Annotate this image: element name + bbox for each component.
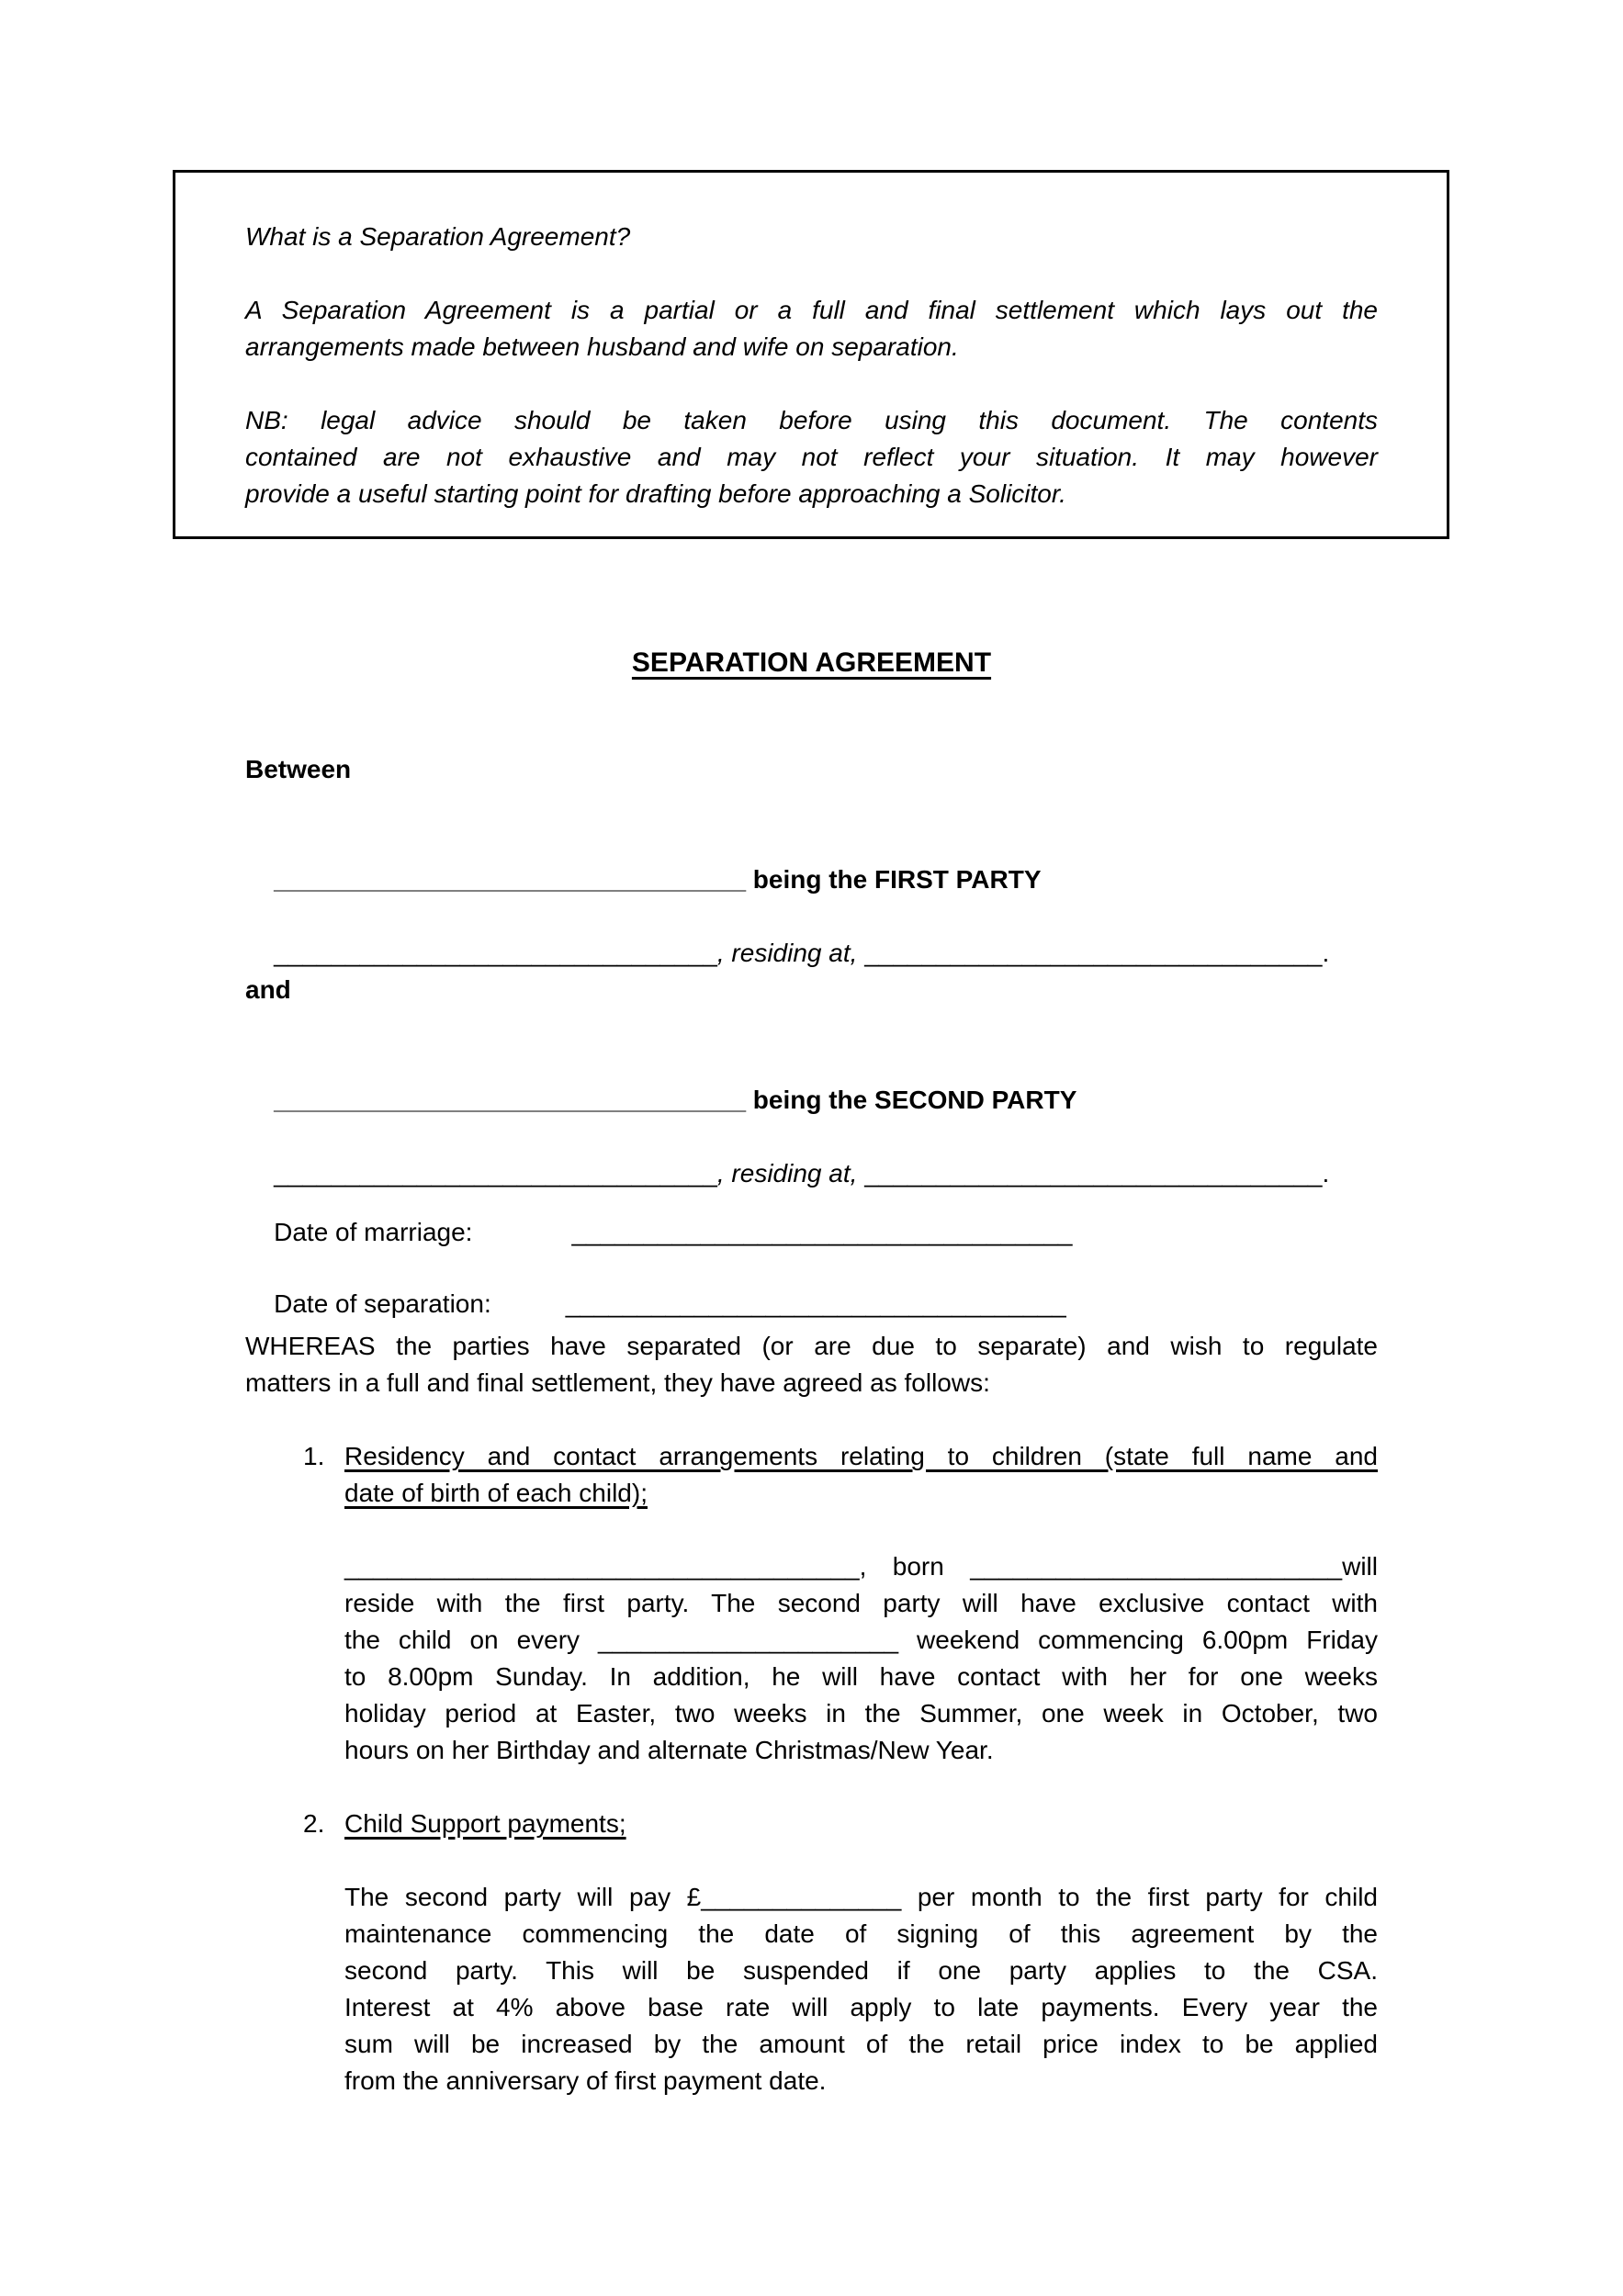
first-party-fullname-blank: _______________________________ <box>274 939 717 967</box>
pay-line-lead: The second party will pay £ <box>344 1883 702 1911</box>
clause-1-body-line: hours on her Birthday and alternate Christmas/New Year. <box>344 1736 994 1764</box>
notice-question: What is a Separation Agreement? <box>245 222 631 251</box>
payment-amount-blank: ______________ <box>701 1883 902 1911</box>
clause-2-body-line: sum will be increased by the amount of the retail price index to be applied <box>344 2030 1378 2058</box>
between-label: Between <box>245 755 352 783</box>
weekend-line-lead: the child on every <box>344 1626 599 1654</box>
notice-paragraph-2-line: NB: legal advice should be taken before using this document. The contents <box>245 406 1378 434</box>
whereas-line: matters in a full and final settlement, they have agreed as follows: <box>245 1368 990 1397</box>
first-party-address-blank: ________________________________ <box>864 939 1323 967</box>
clause-1-weekend-line <box>344 1622 1378 1659</box>
born-label: , born <box>859 1552 971 1581</box>
date-of-marriage-label: Date of marriage: <box>274 1218 473 1246</box>
clause-1-born-line <box>344 1548 1378 1585</box>
clause-2-body-line: maintenance commencing the date of signing of this agreement by the <box>344 1919 1378 1948</box>
date-of-separation-blank: ___________________________________ <box>565 1289 1066 1318</box>
clause-2-body-line: from the anniversary of first payment date. <box>344 2066 827 2095</box>
notice-paragraph-1-line: A Separation Agreement is a partial or a full and final settlement which lays out the <box>245 296 1378 324</box>
first-party-label: being the FIRST PARTY <box>746 865 1042 894</box>
and-label: and <box>245 975 291 1004</box>
clause-1-body <box>344 1548 1378 1769</box>
clause-2-heading <box>303 1806 1378 1842</box>
clause-1-body-line: reside with the first party. The second party will have exclusive contact with <box>344 1589 1378 1617</box>
date-of-separation-label: Date of separation: <box>274 1289 491 1318</box>
whereas-line: WHEREAS the parties have separated (or are due to separate) and wish to regulate <box>245 1332 1378 1360</box>
clause-1-body-line: to 8.00pm Sunday. In addition, he will have contact with her for one weeks <box>344 1662 1378 1691</box>
clause-1-heading-line: Residency and contact arrangements relating to children (state full name and <box>344 1442 1378 1470</box>
clause-2-body <box>344 1879 1378 2099</box>
notice-paragraph-1-line: arrangements made between husband and wife on separation. <box>245 332 959 361</box>
second-party-label: being the SECOND PARTY <box>746 1086 1077 1114</box>
second-party-address-blank: ________________________________ <box>864 1159 1323 1187</box>
pay-line-tail: per month to the first party for child <box>901 1883 1379 1911</box>
whereas-paragraph <box>245 1328 1378 1401</box>
line-period: . <box>1322 939 1330 967</box>
notice-box <box>173 170 1449 539</box>
clause-2-heading-line: Child Support payments; <box>344 1809 626 1838</box>
clause-1-body-line: holiday period at Easter, two weeks in the Summer, one week in October, two <box>344 1699 1378 1728</box>
date-of-marriage-blank: ___________________________________ <box>571 1218 1073 1246</box>
line-period: . <box>1322 1159 1330 1187</box>
clause-1-heading <box>303 1438 1378 1512</box>
clause-2-number: 2. <box>303 1809 325 1838</box>
first-party-name-blank: _________________________________ <box>274 865 747 894</box>
clause-1-heading-line: date of birth of each child); <box>344 1479 648 1507</box>
clause-1-number: 1. <box>303 1442 325 1470</box>
notice-paragraph-2-line: contained are not exhaustive and may not reflect your situation. It may however <box>245 443 1378 471</box>
child-name-blank: ____________________________________ <box>344 1552 860 1581</box>
clause-2-pay-line <box>344 1879 1378 1916</box>
second-party-name-blank: _________________________________ <box>274 1086 747 1114</box>
second-party-fullname-blank: _______________________________ <box>274 1159 717 1187</box>
clause-2-body-line: second party. This will be suspended if one party applies to the CSA. <box>344 1956 1378 1985</box>
child-dob-blank: __________________________ <box>970 1552 1343 1581</box>
born-line-tail: will <box>1342 1552 1378 1581</box>
weekend-line-tail: weekend commencing 6.00pm Friday <box>898 1626 1378 1654</box>
document-title: SEPARATION AGREEMENT <box>631 647 992 678</box>
residing-at-label: , residing at, <box>716 1159 865 1187</box>
residing-at-label: , residing at, <box>716 939 865 967</box>
contact-weekend-blank: _____________________ <box>598 1626 899 1654</box>
notice-paragraph-2-line: provide a useful starting point for drafting before approaching a Solicitor. <box>245 479 1066 508</box>
clause-2-body-line: Interest at 4% above base rate will apply to late payments. Every year the <box>344 1993 1378 2021</box>
